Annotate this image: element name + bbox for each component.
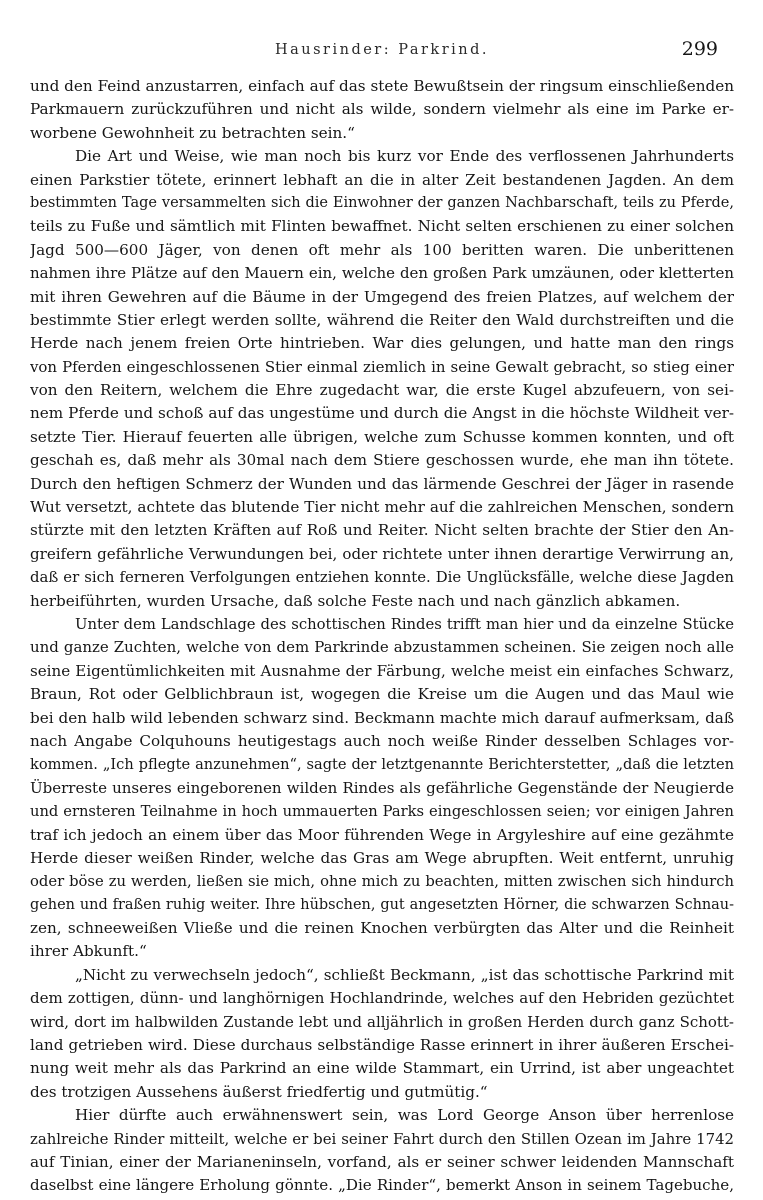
text-line: setzte Tier. Hierauf feuerten alle übrigen, welche zum Schusse kommen konnten, und oft bbox=[30, 427, 734, 446]
text-line: bestimmte Stier erlegt werden sollte, während die Reiter den Wald durchstreiften und die bbox=[30, 310, 734, 329]
text-line: Jagd 500—600 Jäger, von denen oft mehr als 100 beritten waren. Die unberittenen bbox=[30, 240, 734, 259]
text-line: Wut versetzt, achtete das blutende Tier nicht mehr auf die zahlreichen Menschen, sondern bbox=[30, 498, 734, 517]
running-head: Hausrinder: Parkrind. bbox=[274, 42, 490, 58]
text-line: wird, dort im halbwilden Zustande lebt und alljährlich in großen Herden durch ganz Schott- bbox=[30, 1012, 734, 1031]
text-line: bestimmten Tage versammelten sich die Einwohner der ganzen Nachbarschaft, teils zu Pferde, bbox=[30, 194, 734, 211]
text-line: ihrer Abkunft.“ bbox=[30, 942, 147, 961]
text-line: zen, schneeweißen Vließe und die reinen Knochen verbürgten das Alter und die Reinheit bbox=[30, 919, 734, 938]
text-line: mit ihren Gewehren auf die Bäume in der Umgegend des freien Platzes, auf welchem der bbox=[30, 287, 734, 306]
text-line: geschah es, daß mehr als 30mal nach dem Stiere geschossen wurde, ehe man ihn tötete. bbox=[30, 451, 734, 470]
text-line: und den Feind anzustarren, einfach auf das stete Bewußtsein der ringsum einschließenden bbox=[30, 77, 734, 95]
text-line: Durch den heftigen Schmerz der Wunden und das lärmende Geschrei der Jäger in rasende bbox=[30, 474, 734, 493]
paragraph-start-line: Unter dem Landschlage des schottischen Rindes trifft man hier und da einzelne Stücke bbox=[75, 615, 734, 633]
text-line: zahlreiche Rinder mitteilt, welche er bei seiner Fahrt durch den Stillen Ozean im Jahre 1742 bbox=[30, 1129, 734, 1148]
body-text bbox=[30, 75, 734, 1198]
text-line: nem Pferde und schoß auf das ungestüme und durch die Angst in die höchste Wildheit ver- bbox=[30, 404, 734, 423]
text-line: bei den halb wild lebenden schwarz sind. Beckmann machte mich darauf aufmerksam, daß bbox=[30, 708, 734, 727]
page-header bbox=[32, 38, 732, 72]
text-line: greifern gefährliche Verwundungen bei, oder richtete unter ihnen derartige Verwirrung an, bbox=[30, 544, 734, 563]
page-number: 299 bbox=[681, 38, 718, 60]
text-line: Herde nach jenem freien Orte hintrieben. War dies gelungen, und hatte man den rings bbox=[30, 334, 734, 353]
text-line: dem zottigen, dünn- und langhörnigen Hochlandrinde, welches auf den Hebriden gezüchtet bbox=[30, 989, 734, 1008]
text-line: Überreste unseres eingeborenen wilden Rindes als gefährliche Gegenstände der Neugierde bbox=[30, 778, 734, 797]
text-line: Parkmauern zurückzuführen und nicht als wilde, sondern vielmehr als eine im Parke er- bbox=[30, 100, 734, 119]
text-line: stürzte mit den letzten Kräften auf Roß und Reiter. Nicht selten brachte der Stier den An- bbox=[30, 521, 734, 540]
paragraph-start-line: Hier dürfte auch erwähnenswert sein, was Lord George Anson über herrenlose bbox=[75, 1106, 734, 1125]
text-line: kommen. „Ich pflegte anzunehmen“, sagte der letztgenannte Berichterstetter, „daß die letzten bbox=[30, 756, 734, 774]
text-line: Braun, Rot oder Gelblichbraun ist, wogegen die Kreise um die Augen und das Maul wie bbox=[30, 685, 734, 704]
text-line: Herde dieser weißen Rinder, welche das Gras am Wege abrupften. Weit entfernt, unruhig bbox=[30, 848, 734, 867]
text-line: nach Angabe Colquhouns heutigestags auch noch weiße Rinder desselben Schlages vor- bbox=[30, 731, 734, 750]
text-line: teils zu Fuße und sämtlich mit Flinten bewaffnet. Nicht selten erschienen zu einer solchen bbox=[30, 217, 734, 236]
text-line: und ganze Zuchten, welche von dem Parkrinde abzustammen scheinen. Sie zeigen noch alle bbox=[30, 638, 734, 657]
text-line: land getrieben wird. Diese durchaus selbständige Rasse erinnert in ihrer äußeren Erschei- bbox=[30, 1036, 734, 1055]
text-line: von den Reitern, welchem die Ehre zugedacht war, die erste Kugel abzufeuern, von sei- bbox=[30, 381, 734, 400]
text-line: gehen und fraßen ruhig weiter. Ihre hübschen, gut angesetzten Hörner, die schwarzen Schnau- bbox=[30, 896, 734, 913]
text-line: nahmen ihre Plätze auf den Mauern ein, welche den großen Park umzäunen, oder kletterten bbox=[30, 264, 734, 283]
paragraph-start-line: Die Art und Weise, wie man noch bis kurz vor Ende des verflossenen Jahrhunderts bbox=[75, 147, 734, 166]
text-line: auf Tinian, einer der Marianeninseln, vorfand, als er seiner schwer leidenden Mannschaft bbox=[30, 1152, 734, 1171]
paragraph-start-line: „Nicht zu verwechseln jedoch“, schließt Beckmann, „ist das schottische Parkrind mit bbox=[75, 965, 734, 984]
text-line: oder böse zu werden, ließen sie mich, ohne mich zu beachten, mitten zwischen sich hindurch bbox=[30, 873, 734, 891]
text-line: traf ich jedoch an einem über das Moor führenden Wege in Argyleshire auf eine gezähmte bbox=[30, 825, 734, 844]
text-line: des trotzigen Aussehens äußerst friedfertig und gutmütig.“ bbox=[30, 1082, 488, 1101]
text-line: einen Parkstier tötete, erinnert lebhaft an die in alter Zeit bestandenen Jagden. An dem bbox=[30, 170, 734, 189]
text-line: von Pferden eingeschlossenen Stier einmal ziemlich in seine Gewalt gebracht, so stieg einer bbox=[30, 357, 734, 376]
text-line: daselbst eine längere Erholung gönnte. „Die Rinder“, bemerkt Anson in seinem Tagebuche, bbox=[30, 1176, 734, 1195]
text-line: nung weit mehr als das Parkrind an eine wilde Stammart, ein Urrind, ist aber ungeachtet bbox=[30, 1059, 734, 1078]
text-line: herbeiführten, wurden Ursache, daß solche Feste nach und nach gänzlich abkamen. bbox=[30, 591, 681, 610]
text-line: und ernsteren Teilnahme in hoch ummauerten Parks eingeschlossen seien; vor einigen Jahren bbox=[30, 803, 734, 821]
text-line: daß er sich ferneren Verfolgungen entziehen konnte. Die Unglücksfälle, welche diese Jagden bbox=[30, 568, 734, 587]
text-line: worbene Gewohnheit zu betrachten sein.“ bbox=[30, 123, 355, 142]
text-line: seine Eigentümlichkeiten mit Ausnahme der Färbung, welche meist ein einfaches Schwarz, bbox=[30, 661, 734, 680]
